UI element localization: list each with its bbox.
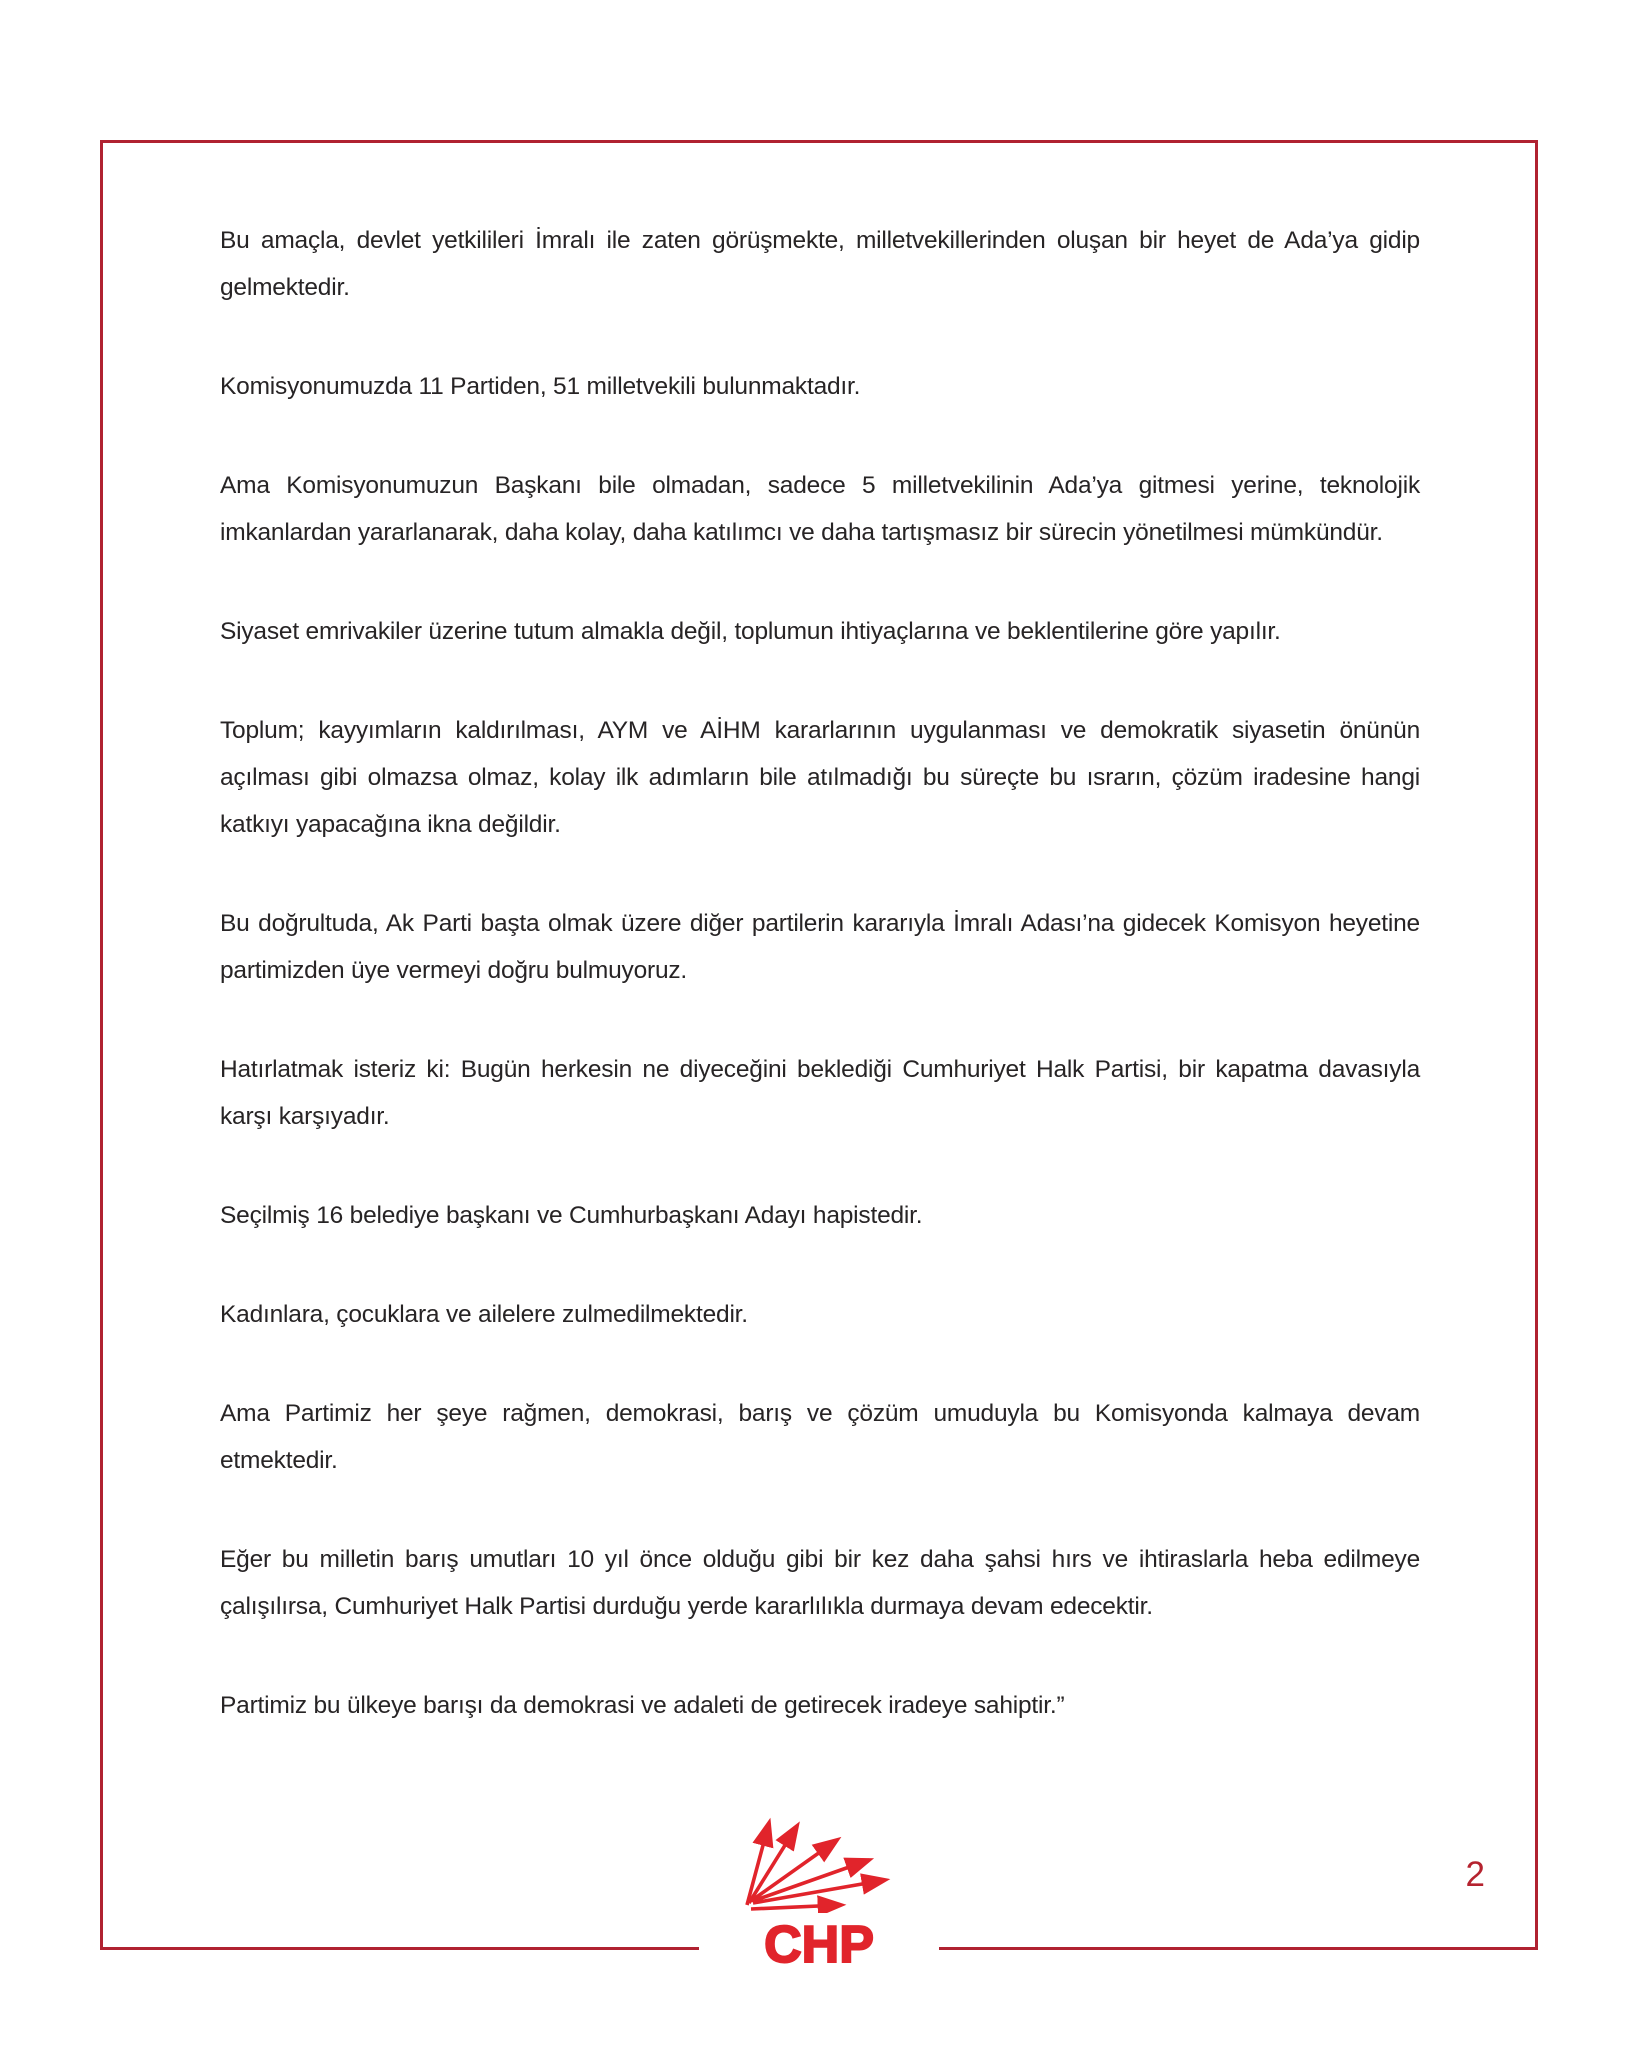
paragraph-12: Partimiz bu ülkeye barışı da demokrasi ve adaleti de getirecek iradeye sahiptir.” [220,1692,1065,1719]
paragraph-9: Kadınlara, çocuklara ve ailelere zulmedilmektedir. [220,1301,748,1328]
paragraph-8: Seçilmiş 16 belediye başkanı ve Cumhurbaşkanı Adayı hapistedir. [220,1202,923,1229]
page-number: 2 [1465,1855,1485,1894]
chp-wordmark: CHP [764,1916,874,1974]
paragraph-11: Eğer bu milletin barış umutları 10 yıl önce olduğu gibi bir kez daha şahsi hırs ve ihtiraslarla heba edilmeye çalışılırsa, Cumhuriyet Halk Partisi durduğu yerde kararlılıkla durmaya devam edecektir. [220,1546,1420,1620]
paragraph-6: Bu doğrultuda, Ak Parti başta olmak üzere diğer partilerin kararıyla İmralı Adası’na gidecek Komisyon heyetine partimizden üye vermeyi doğru bulmuyoruz. [220,910,1420,984]
page-border [100,140,1538,1974]
six-arrows-icon [739,1817,899,1913]
paragraph-4: Siyaset emrivakiler üzerine tutum almakla değil, toplumun ihtiyaçlarına ve beklentilerine göre yapılır. [220,618,1281,645]
paragraph-5: Toplum; kayyımların kaldırılması, AYM ve AİHM kararlarının uygulanması ve demokratik siyasetin önünün açılması gibi olmazsa olmaz, kolay ilk adımların bile atılmadığı bu süreçte bu ısrarın, çözüm iradesine hangi katkıyı yapacağına ikna değildir. [220,717,1420,838]
paragraph-1: Bu amaçla, devlet yetkilileri İmralı ile zaten görüşmekte, milletvekillerinden oluşan bir heyet de Ada’ya gidip gelmektedir. [220,227,1420,301]
paragraph-2: Komisyonumuzda 11 Partiden, 51 milletvekili bulunmaktadır. [220,373,861,400]
chp-logo [699,1817,939,1973]
statement-body [103,143,1535,1781]
paragraph-10: Ama Partimiz her şeye rağmen, demokrasi, barış ve çözüm umuduyla bu Komisyonda kalmaya devam etmektedir. [220,1400,1420,1474]
paragraph-7: Hatırlatmak isteriz ki: Bugün herkesin ne diyeceğini beklediği Cumhuriyet Halk Partisi, bir kapatma davasıyla karşı karşıyadır. [220,1056,1420,1130]
paragraph-3: Ama Komisyonumuzun Başkanı bile olmadan, sadece 5 milletvekilinin Ada’ya gitmesi yerine, teknolojik imkanlardan yararlanarak, daha kolay, daha katılımcı ve daha tartışmasız bir sürecin yönetilmesi mümkündür. [220,472,1420,546]
